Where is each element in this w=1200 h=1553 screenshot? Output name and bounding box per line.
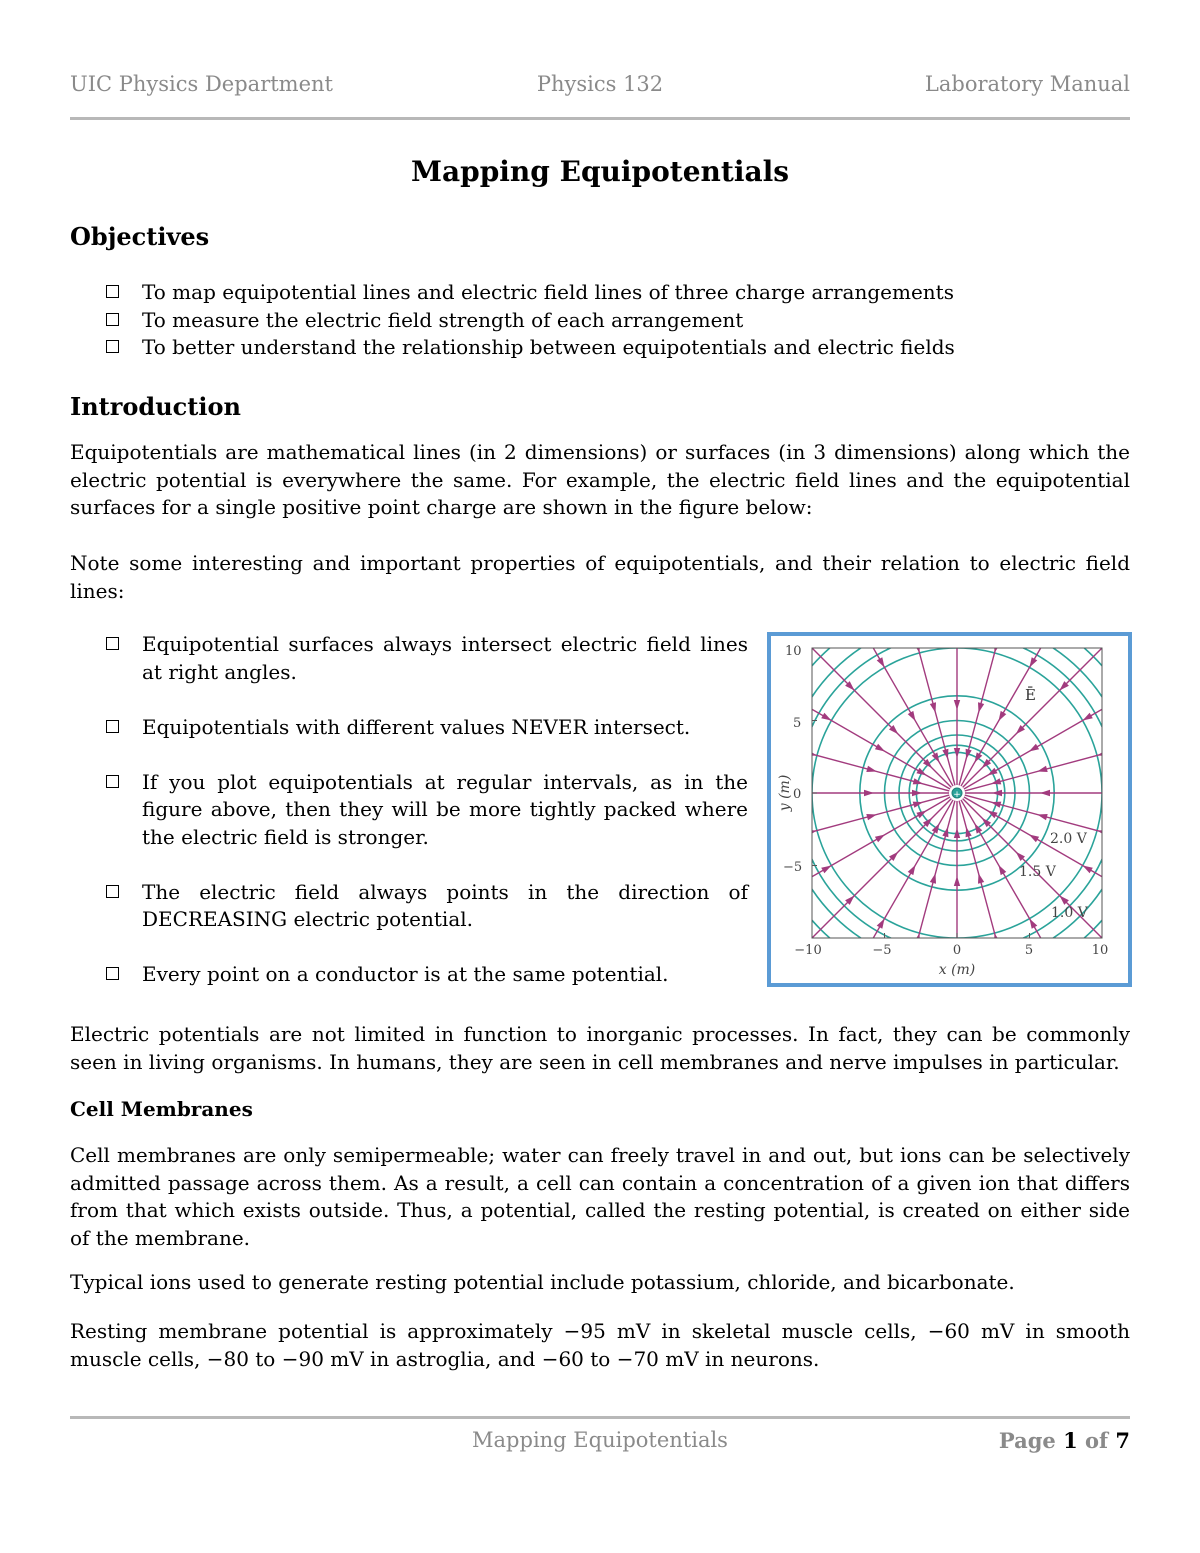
page-word: Page xyxy=(998,1428,1056,1453)
field-arrow-icon xyxy=(1083,713,1093,721)
property-text: Equipotential surfaces always intersect electric field lines at right angles. xyxy=(142,632,748,684)
field-arrow-icon xyxy=(999,711,1007,721)
field-arrow-icon xyxy=(875,835,885,843)
list-item xyxy=(106,714,748,742)
cell-paragraph-3: Resting membrane potential is approximately −95 mV in skeletal muscle cells, −60 mV in smooth muscle cells, −80 to −90 mV in astroglia, and −60 to −70 mV in neurons. xyxy=(70,1319,1130,1371)
field-vector-label: Ē xyxy=(1025,686,1036,704)
field-arrow-icon xyxy=(864,790,874,796)
field-arrow-icon xyxy=(954,876,960,886)
field-arrow-icon xyxy=(999,865,1007,875)
header-course: Physics 132 xyxy=(536,72,664,96)
field-arrow-icon xyxy=(978,702,984,713)
intro-paragraph-2: Note some interesting and important properties of equipotentials, and their relation to electric field lines: xyxy=(70,551,1130,603)
x-tick-label: 5 xyxy=(1024,943,1034,958)
field-line xyxy=(890,636,955,785)
intro-paragraph-1: Equipotentials are mathematical lines (in 2 dimensions) or surfaces (in 3 dimensions) along which the electric potential is everywhere the same. For example, the electric field lines and the equipotential surfaces for a single positive point charge are shown in the figure below: xyxy=(70,440,1130,519)
checkbox-icon xyxy=(106,340,119,353)
header-department: UIC Physics Department xyxy=(70,72,333,96)
field-arrow-icon xyxy=(930,702,936,713)
field-line xyxy=(959,636,1024,785)
footer-rule xyxy=(70,1416,1130,1419)
checkbox-icon xyxy=(106,637,119,650)
field-arrow-icon xyxy=(991,802,1002,808)
checkbox-icon xyxy=(106,285,119,298)
objective-text: To map equipotential lines and electric field lines of three charge arrangements xyxy=(142,280,954,304)
y-tick-label: 10 xyxy=(785,644,802,659)
equipotential-label: 1.5 V xyxy=(1019,864,1056,880)
field-arrow-icon xyxy=(877,919,885,929)
field-arrow-icon xyxy=(954,638,960,648)
field-arrow-icon xyxy=(908,865,916,875)
field-arrow-icon xyxy=(930,873,936,884)
property-text: Every point on a conductor is at the same potential. xyxy=(142,962,669,986)
field-arrow-icon xyxy=(942,827,948,838)
checkbox-icon xyxy=(106,967,119,980)
list-item xyxy=(106,769,748,852)
list-item xyxy=(106,631,748,686)
x-tick-label: −5 xyxy=(872,943,892,958)
field-arrow-icon xyxy=(978,873,984,884)
objective-text: To better understand the relationship between equipotentials and electric fields xyxy=(142,335,955,359)
page-number xyxy=(999,1428,1130,1453)
field-arrow-icon xyxy=(877,657,885,667)
list-item xyxy=(106,961,748,989)
page-current: 1 xyxy=(1063,1428,1078,1453)
field-arrow-icon xyxy=(1030,657,1038,667)
list-item xyxy=(106,879,748,934)
checkbox-icon xyxy=(106,720,119,733)
cell-paragraph-2: Typical ions used to generate resting potential include potassium, chloride, and bicarbonate. xyxy=(70,1270,1015,1294)
checkbox-icon xyxy=(106,313,119,326)
objective-text: To measure the electric field strength of each arrangement xyxy=(142,307,744,332)
x-axis-label: x (m) xyxy=(938,962,976,978)
property-text: If you plot equipotentials at regular intervals, as in the figure above, then they will be more tightly packed where the electric field is stronger. xyxy=(142,769,748,849)
field-arrow-icon xyxy=(954,700,960,710)
field-arrow-icon xyxy=(821,866,831,874)
x-tick-label: 0 xyxy=(952,943,962,958)
field-arrow-icon xyxy=(821,713,831,721)
list-item xyxy=(106,334,955,362)
field-arrow-icon xyxy=(1030,919,1038,929)
equipotential-label: 1.0 V xyxy=(1051,905,1088,921)
cell-membranes-heading: Cell Membranes xyxy=(70,1097,253,1121)
field-arrow-icon xyxy=(908,711,916,721)
of-word: of xyxy=(1085,1428,1109,1453)
page-header xyxy=(70,72,1130,102)
x-tick-label: −10 xyxy=(794,943,822,958)
field-arrow-icon xyxy=(1102,790,1112,796)
checkbox-icon xyxy=(106,775,119,788)
field-arrow-icon xyxy=(866,766,877,772)
field-arrow-icon xyxy=(1037,814,1048,820)
y-tick-label: 0 xyxy=(793,787,802,802)
field-arrow-icon xyxy=(866,814,877,820)
y-tick-label: −5 xyxy=(783,860,803,875)
property-text: The electric field always points in the direction of DECREASING electric potential. xyxy=(142,879,748,931)
list-item xyxy=(106,279,955,307)
field-arrow-icon xyxy=(913,778,924,784)
introduction-heading: Introduction xyxy=(70,392,241,421)
charge-sign-icon: + xyxy=(953,790,961,800)
header-rule xyxy=(70,117,1130,120)
field-diagram xyxy=(771,636,1128,983)
header-manual: Laboratory Manual xyxy=(924,72,1130,96)
page-title: Mapping Equipotentials xyxy=(411,155,789,188)
point-charge-figure xyxy=(767,632,1132,987)
field-arrow-icon xyxy=(1040,790,1050,796)
field-arrow-icon xyxy=(802,790,812,796)
list-item xyxy=(106,307,955,335)
field-arrow-icon xyxy=(913,802,924,808)
field-arrow-icon xyxy=(1029,744,1039,752)
field-arrow-icon xyxy=(1029,835,1039,843)
checkbox-icon xyxy=(106,885,119,898)
equipotential-label: 2.0 V xyxy=(1050,831,1087,847)
property-text: Equipotentials with different values NEVER intersect. xyxy=(142,714,691,739)
field-arrow-icon xyxy=(1037,766,1048,772)
field-arrow-icon xyxy=(875,744,885,752)
field-arrow-icon xyxy=(966,749,972,760)
equipotential-circle xyxy=(771,636,1128,983)
page-total: 7 xyxy=(1115,1428,1130,1453)
field-arrow-icon xyxy=(942,749,948,760)
field-arrow-icon xyxy=(991,778,1002,784)
field-arrow-icon xyxy=(1083,866,1093,874)
page-footer xyxy=(70,1428,1130,1458)
field-arrow-icon xyxy=(966,827,972,838)
properties-list xyxy=(106,631,748,1016)
document-page xyxy=(70,0,1130,1553)
intro-paragraph-3: Electric potentials are not limited in function to inorganic processes. In fact, they can be commonly seen in living organisms. In humans, they are seen in cell membranes and nerve impulses in particular. xyxy=(70,1022,1130,1074)
footer-title: Mapping Equipotentials xyxy=(472,1428,728,1452)
x-tick-label: 10 xyxy=(1091,943,1109,958)
y-tick-label: 5 xyxy=(793,716,802,731)
objectives-heading: Objectives xyxy=(70,222,210,251)
cell-paragraph-1: Cell membranes are only semipermeable; water can freely travel in and out, but ions can be selectively admitted passage across them. As a result, a cell can contain a concentration of a given ion that differs from that which exists outside. Thus, a potential, called the resting potential, is created on either side of the membrane. xyxy=(70,1143,1130,1250)
y-axis-label: y (m) xyxy=(777,774,793,812)
objectives-list xyxy=(106,279,955,362)
